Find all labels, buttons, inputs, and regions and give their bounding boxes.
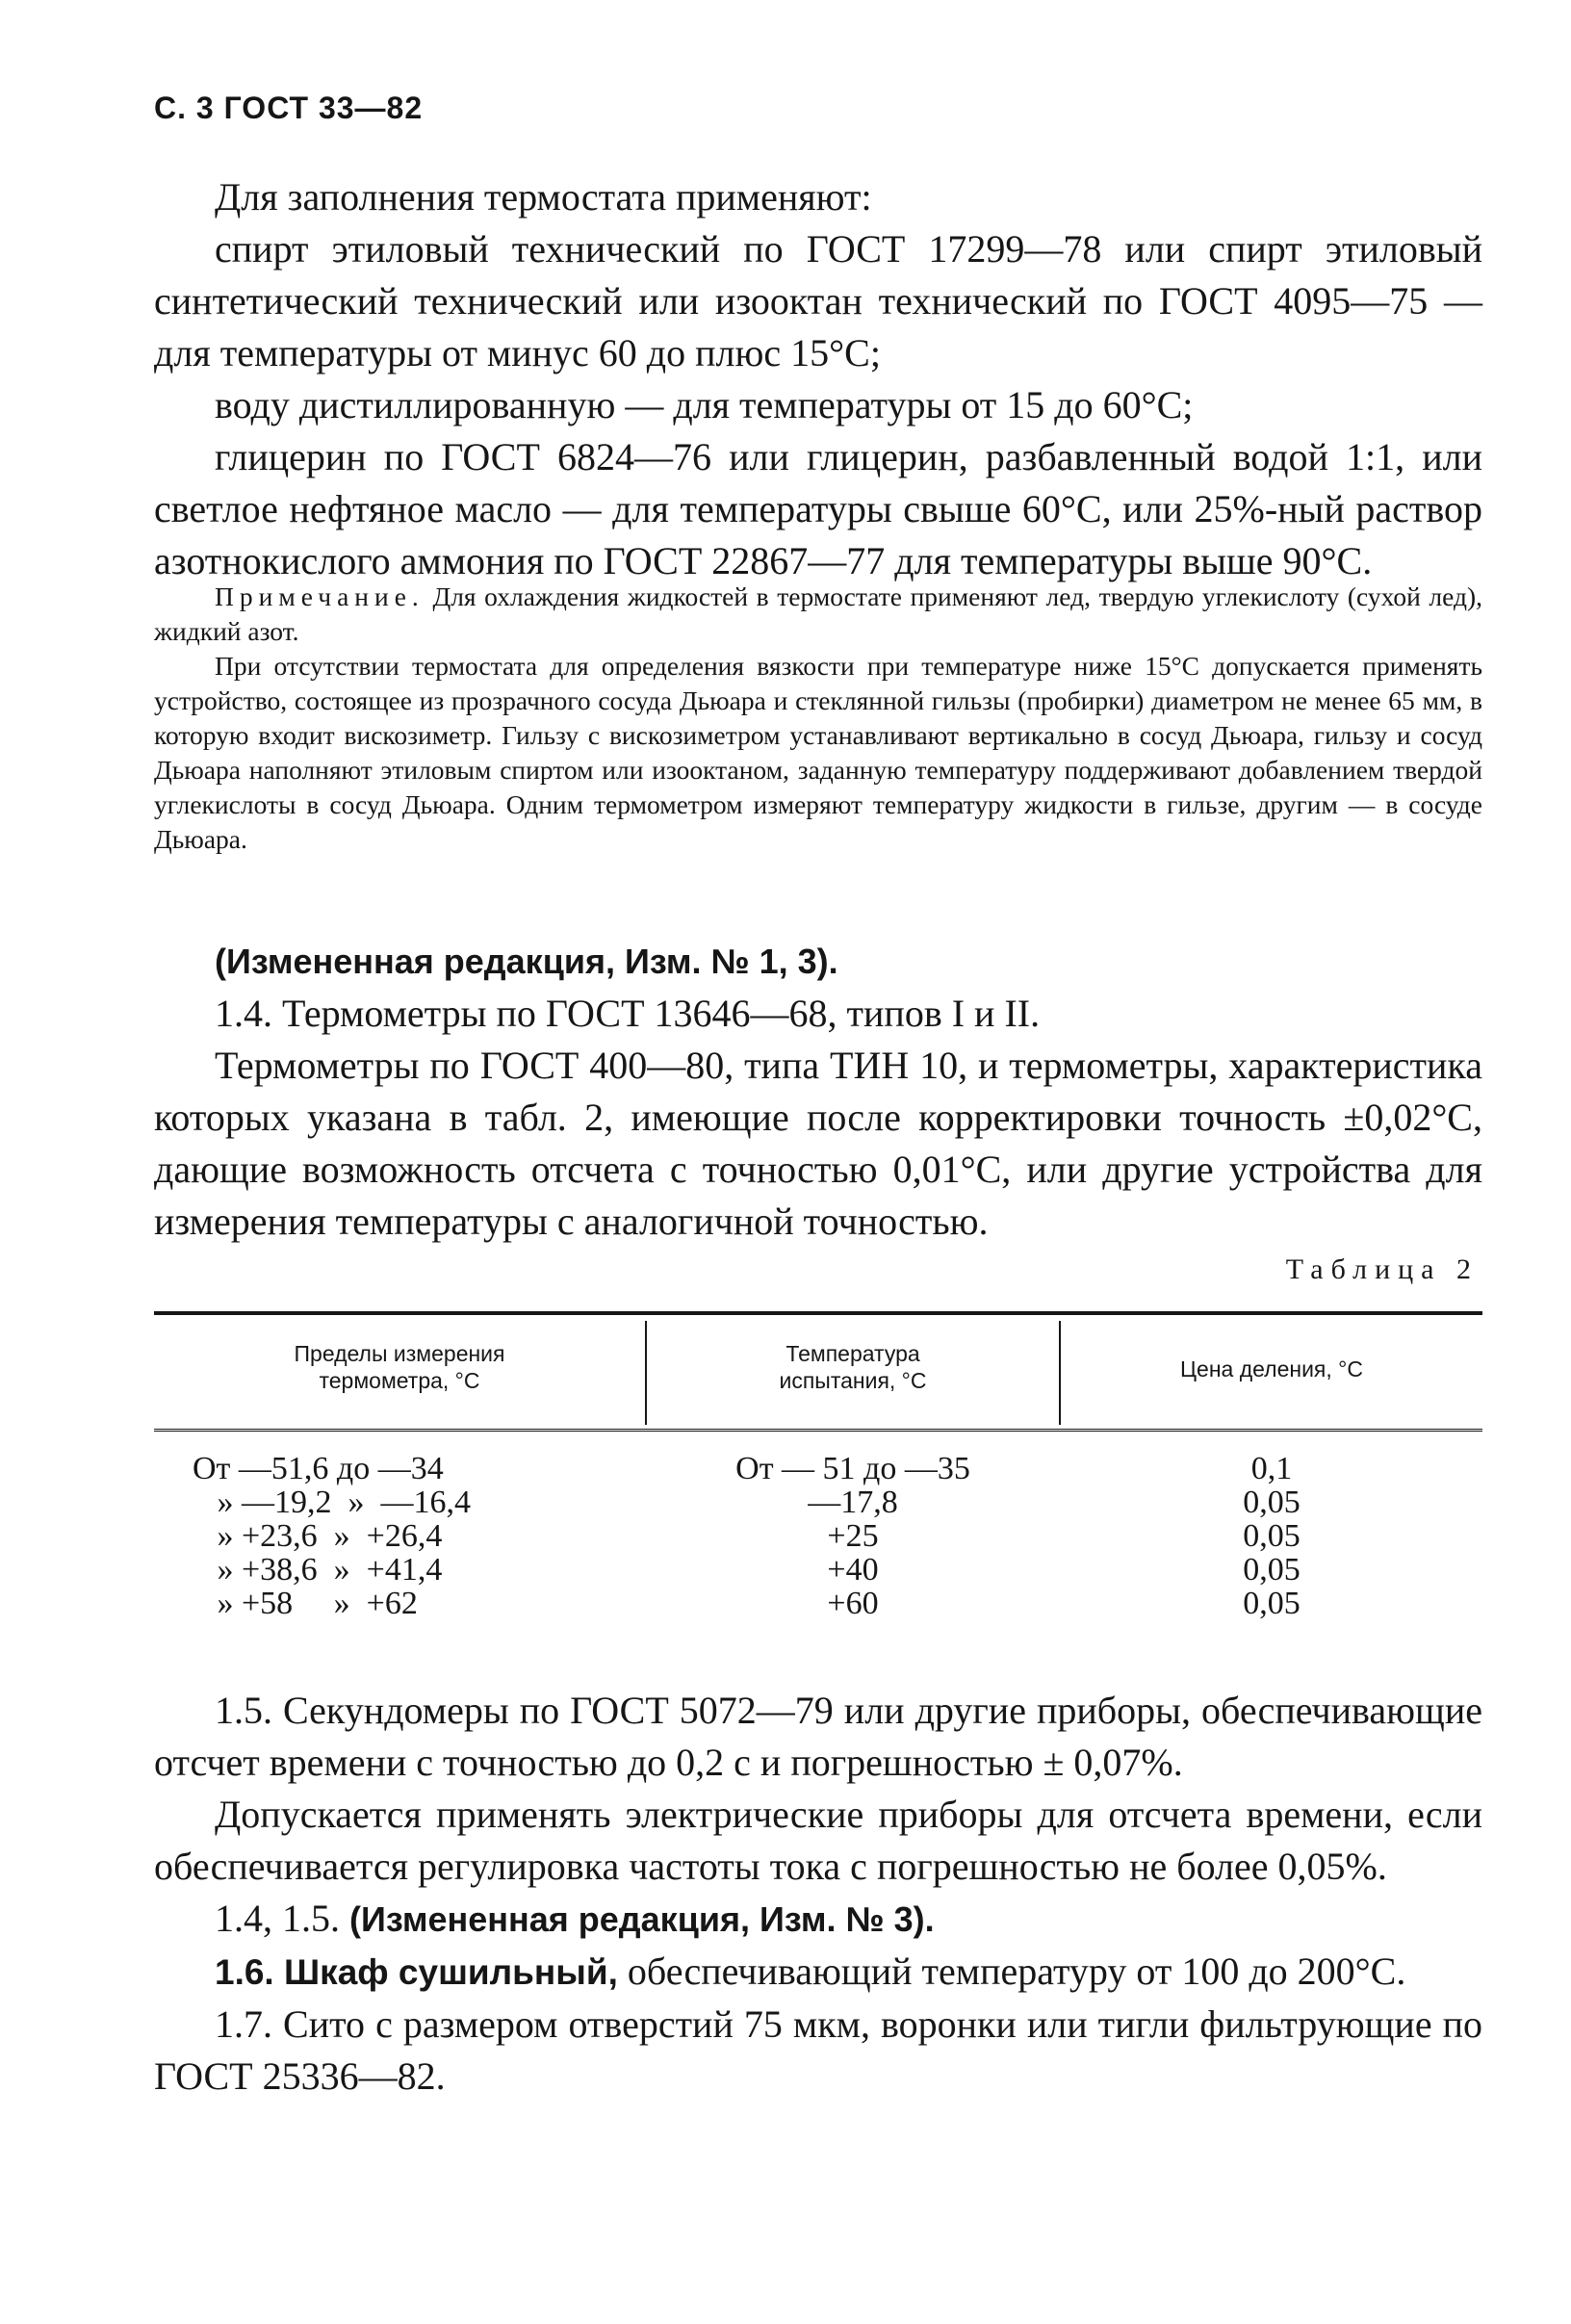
section-paragraph-1-6 bbox=[154, 1946, 1482, 1999]
table-cell: +40 bbox=[827, 1552, 879, 1588]
amendment-note: (Измененная редакция, Изм. № 1, 3). bbox=[215, 942, 838, 981]
note-text: Для охлаждения жидкостей в термостате применяют лед, твердую углекислоту (сухой лед), жидкий азот. bbox=[154, 581, 1483, 646]
running-head: С. 3 ГОСТ 33—82 bbox=[154, 90, 424, 125]
table-cell: От —51,6 до —34 bbox=[193, 1451, 444, 1486]
intro-paragraph: глицерин по ГОСТ 6824—76 или глицерин, разбавленный водой 1:1, или светлое нефтяное масло — для температуры свыше 60°С, или 25%-ный раствор азотнокислого аммония по ГОСТ 22867—77 для температуры выше 90°С. bbox=[154, 435, 1482, 582]
table-cell: +25 bbox=[827, 1518, 879, 1554]
section-1-6-text: обеспечивающий температуру от 100 до 200°С. bbox=[617, 1950, 1406, 1993]
section-paragraph: 1.4. Термометры по ГОСТ 13646—68, типов I и II. bbox=[215, 992, 1041, 1035]
table-caption: Таблица 2 bbox=[1285, 1253, 1479, 1285]
table-cell: » +23,6 » +26,4 bbox=[193, 1518, 443, 1554]
note-label: Примечание. bbox=[215, 581, 425, 611]
table-cell: 0,05 bbox=[1243, 1485, 1301, 1520]
table-column-division bbox=[1061, 1452, 1482, 1620]
table-header-rule bbox=[154, 1429, 1482, 1432]
thermometer-table bbox=[154, 1311, 1482, 1658]
note-paragraph bbox=[154, 580, 1482, 649]
intro-paragraph: воду дистиллированную — для температуры от 15 до 60°С; bbox=[215, 383, 1194, 426]
table-header-range: Пределы измерения термометра, °С bbox=[294, 1341, 505, 1393]
intro-paragraph: спирт этиловый технический по ГОСТ 17299—78 или спирт этиловый синтетический технический или изооктан технический по ГОСТ 4095—75 — для температуры от минус 60 до плюс 15°С; bbox=[154, 227, 1482, 374]
table-cell: » —19,2 » —16,4 bbox=[193, 1485, 471, 1520]
table-header-test-temp: Температура испытания, °С bbox=[779, 1341, 927, 1393]
intro-paragraph: Для заполнения термостата применяют: bbox=[215, 175, 872, 219]
table-cell: 0,05 bbox=[1243, 1586, 1301, 1621]
section-1-6-title: 1.6. Шкаф сушильный, bbox=[215, 1952, 618, 1992]
table-cell: От — 51 до —35 bbox=[735, 1451, 970, 1486]
table-header-division: Цена деления, °С bbox=[1180, 1356, 1363, 1381]
section-1-4 bbox=[154, 936, 1482, 1248]
table-cell: 0,1 bbox=[1250, 1451, 1293, 1486]
table-cell: » +58 » +62 bbox=[193, 1586, 418, 1621]
table-column-range bbox=[193, 1452, 635, 1620]
section-paragraph: 1.5. Секундомеры по ГОСТ 5072—79 или другие приборы, обеспечивающие отсчет времени с точностью до 0,2 с и погрешностью ± 0,07%. bbox=[154, 1689, 1482, 1784]
table-cell: —17,8 bbox=[808, 1485, 898, 1520]
amendment-line bbox=[154, 1893, 1482, 1946]
intro-block bbox=[154, 171, 1482, 587]
amendment-prefix: 1.4, 1.5. bbox=[215, 1897, 349, 1940]
note-paragraph: При отсутствии термостата для определения вязкости при температуре ниже 15°С допускается применять устройство, состоящее из прозрачного сосуда Дьюара и стеклянной гильзы (пробирки) диаметром не менее 65 мм, в которую входит вискозиметр. Гильзу с вискозиметром устанавливают вертикально в сосуд Дьюара, гильзу и сосуд Дьюара наполняют этиловым спиртом или изооктаном, заданную температуру поддерживают добавлением твердой углекислоты в сосуд Дьюара. Одним термометром измеряют температуру жидкости в гильзе, другим — в сосуде Дьюара. bbox=[154, 651, 1482, 854]
section-paragraph-1-7: 1.7. Сито с размером отверстий 75 мкм, воронки или тигли фильтрующие по ГОСТ 25336—82. bbox=[154, 2002, 1482, 2098]
table-cell: 0,05 bbox=[1243, 1552, 1301, 1588]
table-cell: 0,05 bbox=[1243, 1518, 1301, 1554]
section-paragraph: Термометры по ГОСТ 400—80, типа ТИН 10, и термометры, характеристика которых указана в табл. 2, имеющие после корректировки точность ±0,02°С, дающие возможность отсчета с точностью 0,01°С, или другие устройства для измерения температуры с аналогичной точностью. bbox=[154, 1044, 1482, 1243]
table-column-test-temp bbox=[647, 1452, 1059, 1620]
amendment-note: (Измененная редакция, Изм. № 3). bbox=[349, 1899, 935, 1939]
section-1-5 bbox=[154, 1685, 1482, 2103]
table-top-rule bbox=[154, 1311, 1482, 1315]
section-paragraph: Допускается применять электрические приборы для отсчета времени, если обеспечивается регулировка частоты тока с погрешностью не более 0,05%. bbox=[154, 1793, 1482, 1888]
note-block bbox=[154, 580, 1482, 857]
table-cell: +60 bbox=[827, 1586, 879, 1621]
table-cell: » +38,6 » +41,4 bbox=[193, 1552, 443, 1588]
